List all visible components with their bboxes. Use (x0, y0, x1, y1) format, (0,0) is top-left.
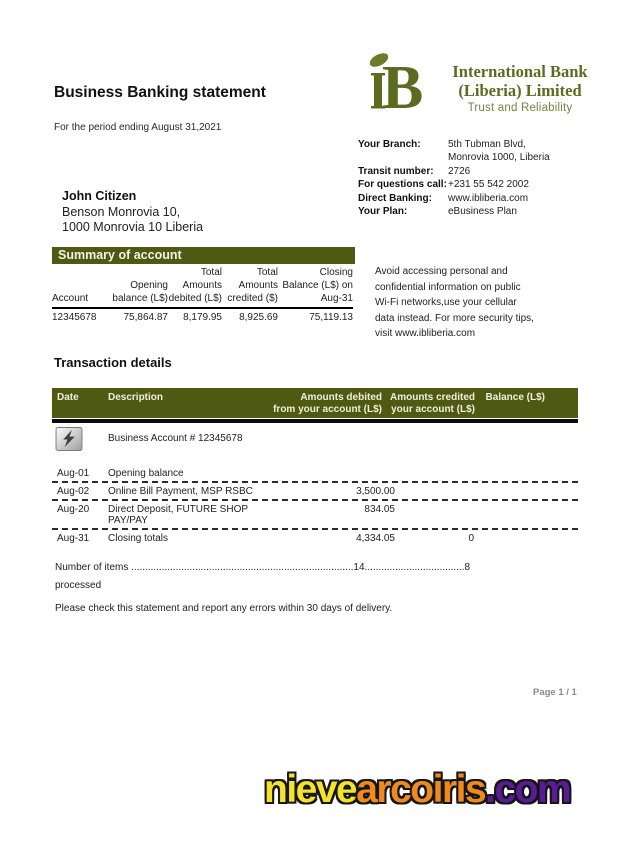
processed-label: processed (55, 580, 102, 591)
tx-description: Opening balance (108, 467, 184, 479)
customer-name: John Citizen (62, 189, 137, 203)
tx-date: Aug-20 (57, 503, 90, 515)
customer-address-line1: Benson Monrovia 10, (62, 204, 181, 219)
tx-credited (402, 504, 494, 526)
branch-value: 5th Tubman Blvd, (448, 139, 526, 150)
summary-col-credited: Total Amounts credited ($) (227, 267, 278, 304)
tx-debited: 834.05 (364, 503, 395, 515)
tx-date: Aug-01 (57, 467, 90, 479)
security-tip: Avoid accessing personal and confidential information on public Wi-Fi networks,use your cellular data instead. For more security tips, visit www.ibliberia.com (375, 266, 534, 340)
transactions-table-header (52, 388, 578, 418)
branch-row-transit (358, 165, 588, 178)
summary-total-credited: 8,925.69 (239, 312, 278, 323)
summary-total-debited: 8,179.95 (183, 312, 222, 323)
bank-tagline: Trust and Reliability (467, 102, 573, 114)
transactions-table (52, 388, 578, 546)
tx-col-credited-line1: Amounts credited (389, 392, 475, 403)
summary-col-closing: Closing Balance (L$) on Aug-31 (282, 267, 353, 304)
transaction-row (52, 465, 578, 481)
bank-name-line2: (Liberia) Limited (458, 81, 582, 100)
account-header-row (52, 423, 578, 455)
tx-col-description: Description (108, 392, 164, 403)
monogram-b: B (382, 54, 424, 112)
tx-credited (402, 468, 494, 479)
branch-label: Transit number: (358, 165, 434, 177)
tx-debited: 4,334.05 (356, 532, 395, 544)
tx-credited: 0 (468, 532, 474, 544)
branch-row-questions (358, 178, 588, 191)
tx-col-date: Date (57, 392, 79, 403)
summary-col-opening: Opening balance (L$) (112, 280, 168, 304)
statement-period: For the period ending August 31,2021 (54, 122, 222, 133)
summary-account-number: 12345678 (52, 312, 97, 323)
bank-name-block (430, 46, 610, 114)
transaction-rows (52, 465, 578, 546)
bank-logo (366, 46, 610, 114)
account-line-label: Business Account # 12345678 (108, 433, 243, 444)
tx-col-balance: Balance (L$) (485, 392, 545, 403)
summary-data-row (52, 309, 353, 323)
summary-col-debited: Total Amounts debited (L$) (168, 267, 222, 304)
watermark-part3: .com (485, 768, 571, 811)
tx-credited (402, 486, 494, 497)
transaction-row (52, 481, 578, 499)
tx-col-credited-line2: your account (L$) (391, 404, 475, 415)
customer-address-line2: 1000 Monrovia 10 Liberia (62, 220, 204, 234)
transaction-row (52, 499, 578, 528)
watermark-part2: arcoiris (356, 768, 486, 811)
tx-balance (494, 504, 578, 526)
branch-label: Your Plan: (358, 206, 408, 218)
number-of-items-line: Number of items ................................................................................14....................................8 (55, 562, 471, 573)
branch-value: 2726 (448, 165, 471, 177)
tx-balance (494, 486, 578, 497)
summary-col-account: Account (52, 293, 89, 304)
summary-heading-bar: Summary of account (52, 247, 355, 264)
tx-description: Closing totals (108, 532, 169, 544)
summary-table (52, 266, 353, 323)
summary-opening-balance: 75,864.87 (123, 312, 168, 323)
branch-label: Your Branch: (358, 139, 421, 150)
tx-debited (282, 468, 402, 479)
tx-date: Aug-31 (57, 532, 90, 544)
page-number: Page 1 / 1 (533, 687, 577, 698)
tx-col-debited-line1: Amounts debited (300, 392, 382, 403)
branch-row-direct-banking (358, 192, 588, 205)
tx-balance (494, 468, 578, 479)
branch-row-plan (358, 205, 588, 218)
branch-row-your-branch (358, 138, 588, 165)
monogram-i-stem (374, 74, 382, 108)
tx-balance (494, 533, 578, 544)
branch-value: www.ibliberia.com (448, 192, 529, 204)
transactions-heading: Transaction details (54, 355, 172, 370)
customer-address (62, 189, 203, 236)
business-account-icon (55, 427, 83, 451)
statement-notice: Please check this statement and report any errors within 30 days of delivery. (55, 603, 393, 614)
branch-value: +231 55 542 2002 (448, 179, 529, 191)
watermark-part1: nieve (264, 768, 357, 811)
footer-block (55, 562, 560, 614)
tx-description: Online Bill Payment, MSP RSBC (108, 485, 253, 497)
tx-description: Direct Deposit, FUTURE SHOP PAY/PAY (108, 503, 248, 526)
transaction-row-totals (52, 528, 578, 546)
statement-title: Business Banking statement (54, 84, 266, 101)
summary-table-header (52, 266, 353, 309)
branch-value-line2: Monrovia 1000, Liberia (448, 152, 550, 164)
bank-name-line1: International Bank (452, 62, 588, 81)
branch-label: For questions call: (358, 179, 447, 191)
tx-col-debited-line2: from your account (L$) (273, 404, 382, 415)
branch-value: eBusiness Plan (448, 206, 517, 218)
tx-debited: 3,500.00 (356, 485, 395, 497)
branch-info (358, 138, 588, 218)
site-watermark (264, 768, 570, 812)
branch-label: Direct Banking: (358, 192, 432, 204)
summary-closing-balance: 75,119.13 (309, 312, 353, 323)
bank-monogram-icon (366, 46, 424, 112)
tx-date: Aug-02 (57, 485, 90, 497)
